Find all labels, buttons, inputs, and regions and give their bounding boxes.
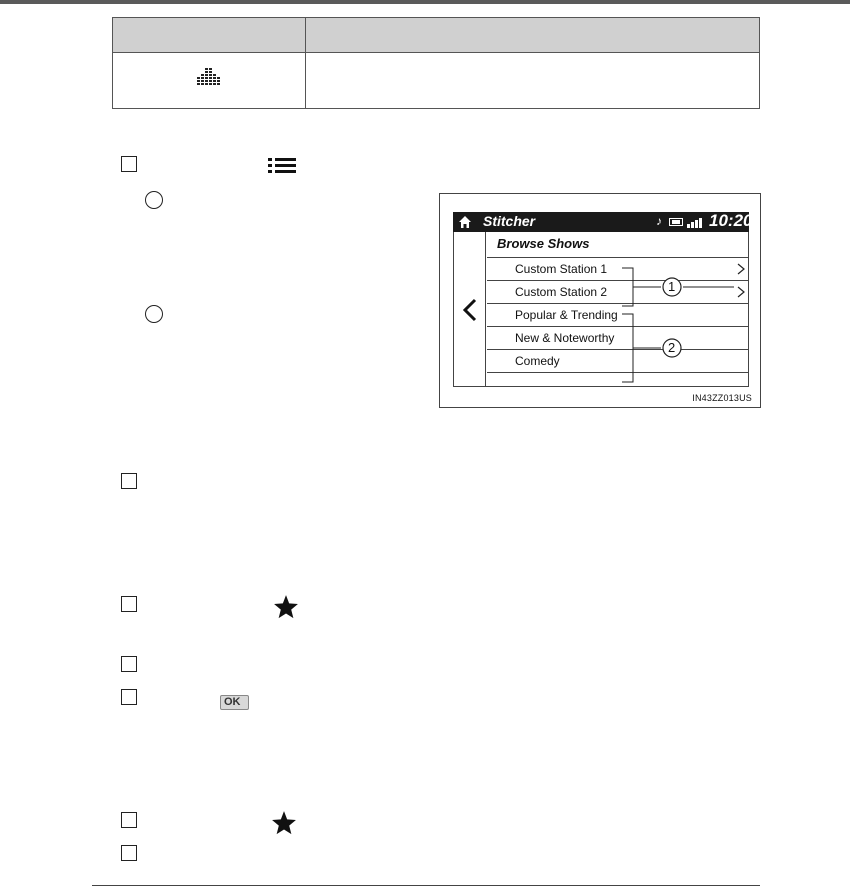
table-header-icon [113, 18, 306, 53]
step-checkbox-1 [121, 156, 137, 172]
table-cell-icon [113, 53, 306, 109]
screen-clock: 10:20 [709, 211, 753, 230]
table-header-description [306, 18, 760, 53]
step-checkbox-6 [121, 812, 137, 828]
step-checkbox-7 [121, 845, 137, 861]
screen-illustration [439, 193, 761, 408]
step-checkbox-3 [121, 596, 137, 612]
list-item-label: New & Noteworthy [515, 331, 615, 345]
screen-subtitle: Browse Shows [497, 236, 590, 251]
sub-item-marker-1 [145, 191, 163, 209]
callout-leaders [440, 194, 762, 409]
footer-rule [92, 885, 760, 886]
table-cell-description [306, 53, 760, 109]
star-icon [273, 594, 299, 620]
step-checkbox-2 [121, 473, 137, 489]
star-icon [271, 810, 297, 836]
step-checkbox-4 [121, 656, 137, 672]
step-checkbox-5 [121, 689, 137, 705]
equalizer-icon [195, 67, 223, 89]
sub-item-marker-2 [145, 305, 163, 323]
image-code: IN43ZZ013US [692, 393, 752, 403]
ok-button-icon: OK [220, 695, 249, 710]
callout-2: 2 [668, 340, 676, 355]
top-rule [0, 0, 850, 4]
list-item-label: Comedy [515, 354, 560, 368]
screen-app-title: Stitcher [483, 213, 536, 229]
reference-table [112, 17, 760, 109]
callout-1: 1 [668, 279, 676, 294]
music-note-icon: ♪ [656, 214, 662, 228]
list-item-label: Custom Station 1 [515, 262, 608, 276]
list-item-label: Popular & Trending [515, 308, 618, 322]
list-item-label: Custom Station 2 [515, 285, 608, 299]
list-icon [268, 157, 296, 175]
